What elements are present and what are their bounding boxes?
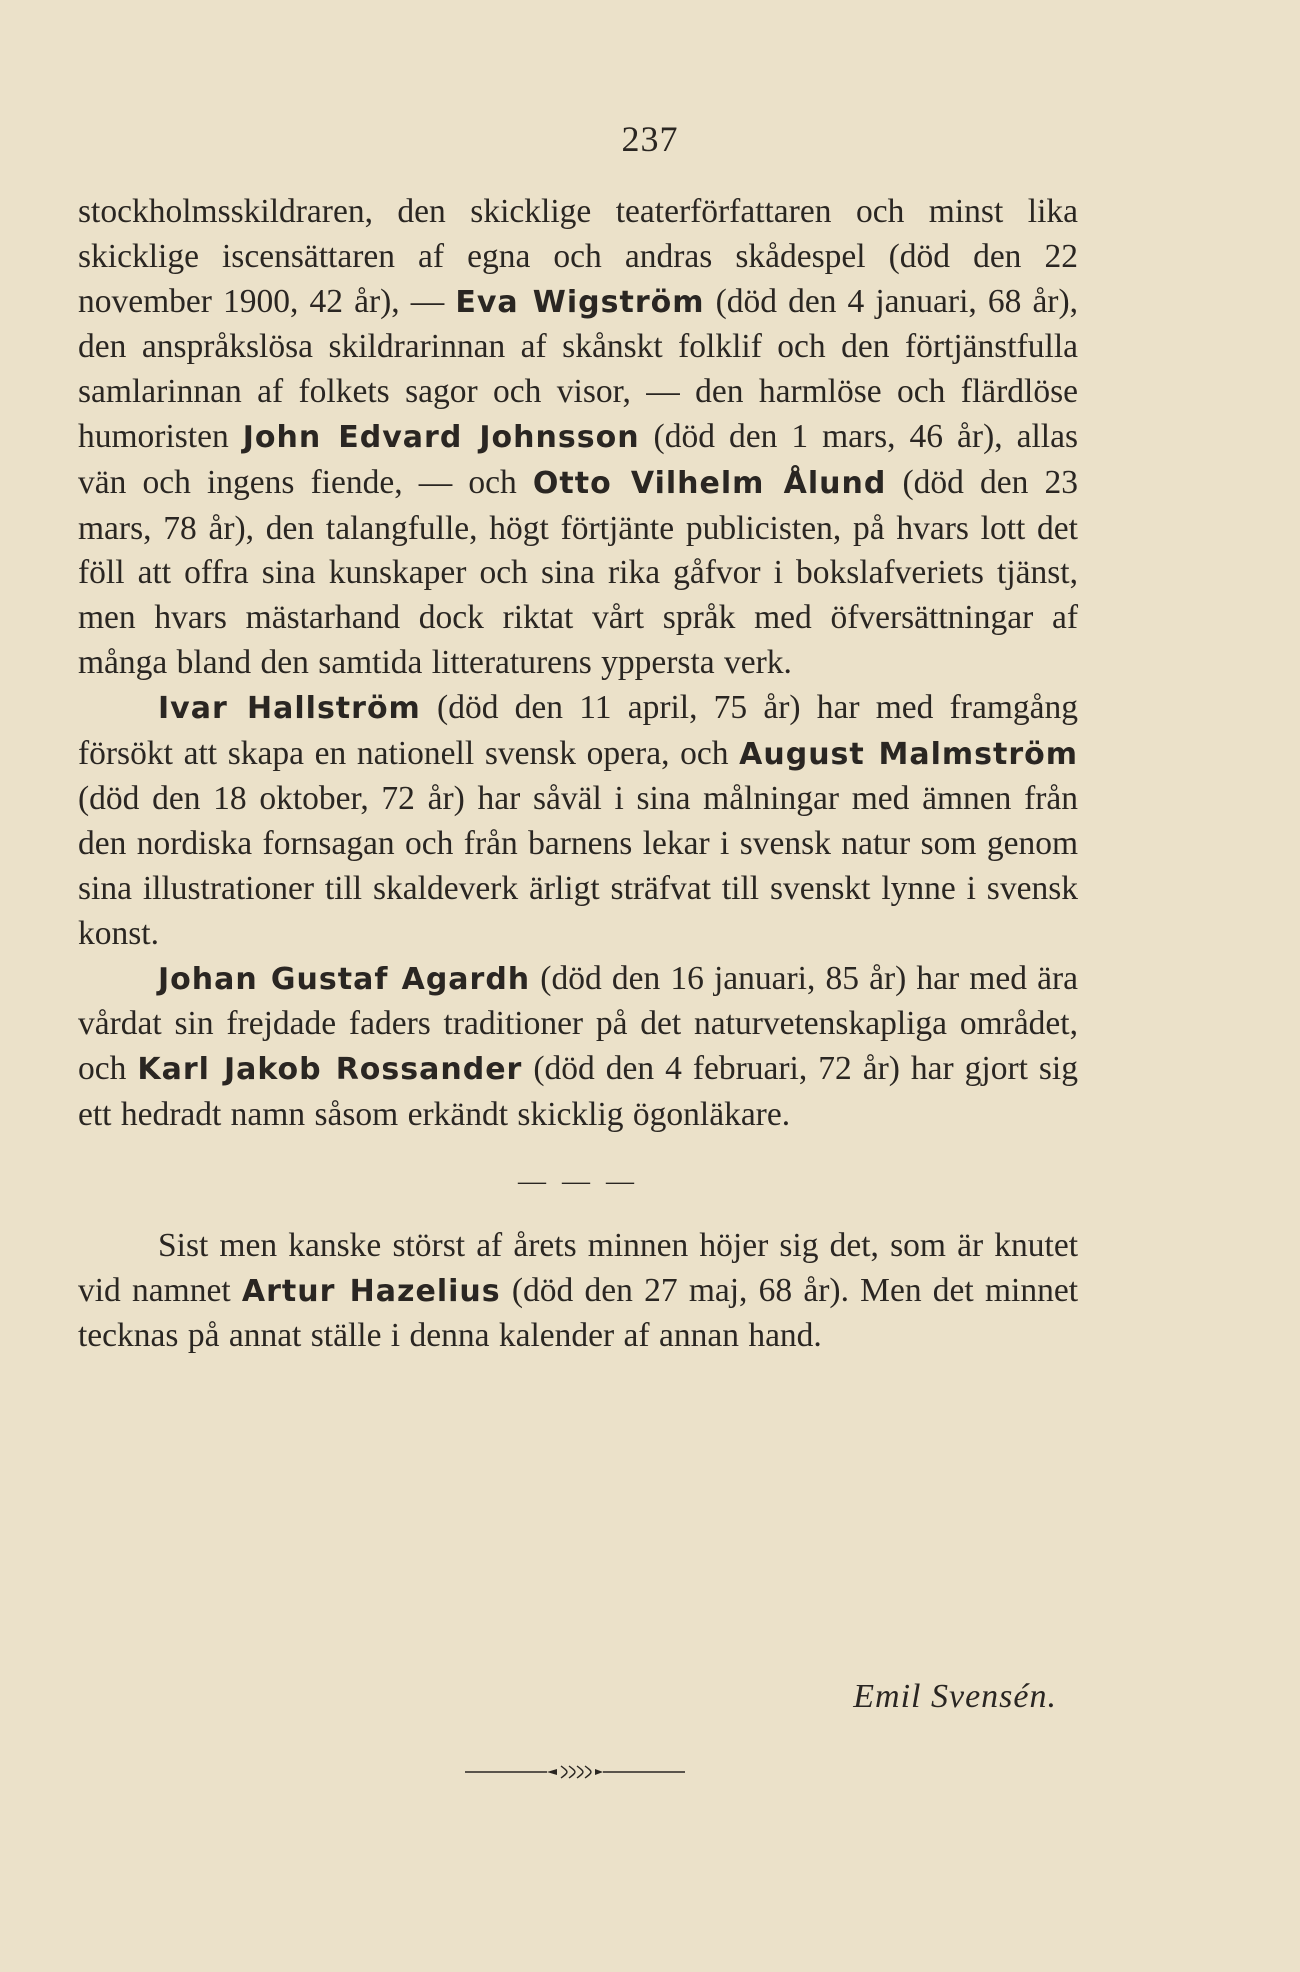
person-name: August Malmström [739,736,1078,772]
person-name: Artur Hazelius [241,1273,501,1309]
section-separator: — — — [518,1165,638,1197]
ornament-icon [465,1762,685,1782]
person-name: Karl Jakob Rossander [137,1052,523,1088]
author-signature: Emil Svensén. [853,1678,1057,1715]
paragraph-text: (död den 1 mars, 46 år), allas vän och ingens fiende, — och [78,417,1078,501]
paragraph-2 [78,686,1078,957]
paragraph-4 [78,1224,1078,1359]
body-text [78,190,1078,1359]
paragraph-3 [78,957,1078,1138]
person-name: Ivar Hallström [158,690,421,726]
paragraph-text: (död den 4 februari, 72 år) har gjort sig ett hedradt namn såsom erkändt skicklig ögonläkare. [78,1050,1078,1133]
page-number: 237 [621,119,679,159]
paragraph-text: (död den 11 april, 75 år) har med framgång försökt att skapa en nationell svensk opera, och [78,688,1078,772]
paragraph-text: (död den 16 januari, 85 år) har med ära vårdat sin frejdade faders traditioner på det naturvetenskapliga området, och [78,959,1078,1088]
person-name: Otto Vilhelm Ålund [532,465,887,501]
paragraph-text: (död den 27 maj, 68 år). Men det minnet tecknas på annat ställe i denna kalender af annan hand. [78,1271,1078,1355]
paragraph-1 [78,190,1078,686]
person-name: John Edvard Johnsson [242,419,640,455]
paragraph-text: (död den 23 mars, 78 år), den talangfulle, högt förtjänte publicisten, på hvars lott det föll att offra sina kunskaper och sina rika gåfvor i bokslafveriets tjänst, men hvars mästarhand dock riktat vårt språk med öfversättningar af många bland den samtida litteraturens yppersta verk. [78,463,1078,681]
paragraph-text: (död den 18 oktober, 72 år) har såväl i sina målningar med ämnen från den nordiska fornsagan och från barnens lekar i svensk natur som genom sina illustrationer till skaldeverk ärligt sträfvat till svenskt lynne i svensk konst. [78,780,1078,952]
person-name: Eva Wigström [455,284,705,320]
person-name: Johan Gustaf Agardh [158,961,531,997]
paragraph-text: Sist men kanske störst af årets minnen höjer sig det, som är knutet vid namnet [78,1226,1078,1309]
paragraph-text: stockholmsskildraren, den skicklige teaterförfattaren och minst lika skicklige iscensättaren af egna och andras skådespel (död den 22 november 1900, 42 år), — [78,193,1078,320]
paragraph-text: (död den 4 januari, 68 år), den anspråkslösa skildrarinnan af skånskt folklif och den förtjänstfulla samlarinnan af folkets sagor och visor, — den harmlöse och flärdlöse humoristen [78,282,1078,455]
